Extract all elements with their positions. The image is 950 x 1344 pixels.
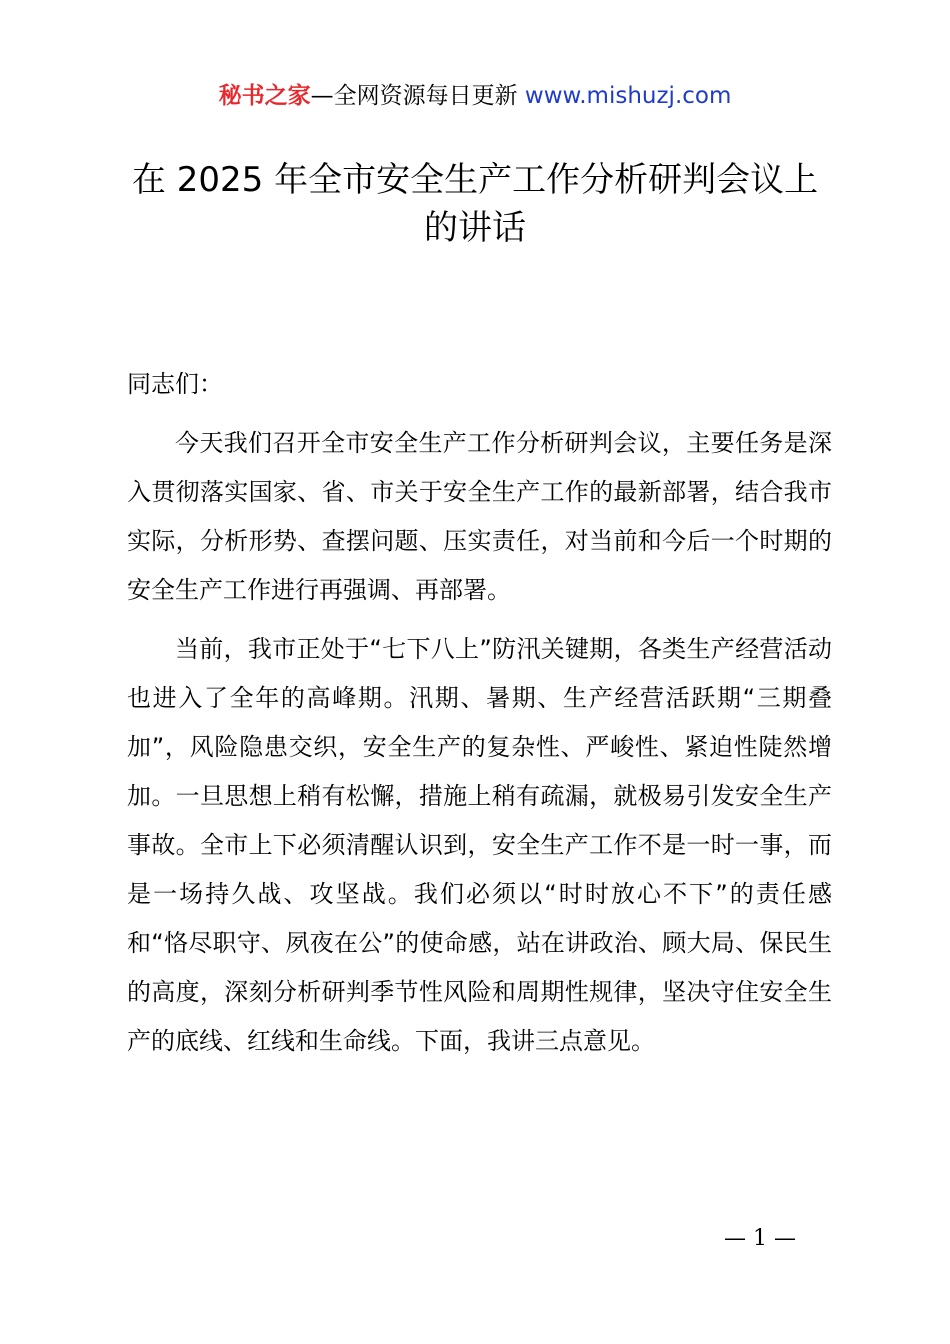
document-body xyxy=(127,360,832,1076)
brand-name: 秘书之家 xyxy=(218,83,311,109)
header-tagline: —全网资源每日更新 xyxy=(310,83,525,109)
paragraph-1: 今天我们召开全市安全生产工作分析研判会议，主要任务是深入贯彻落实国家、省、市关于安全生产工作的最新部署，结合我市实际，分析形势、查摆问题、压实责任，对当前和今后一个时期的安全生产工作进行再强调、再部署。 xyxy=(127,429,832,604)
salutation: 同志们： xyxy=(127,370,223,398)
paragraph-2: 当前，我市正处于“七下八上”防汛关键期，各类生产经营活动也进入了全年的高峰期。汛期、暑期、生产经营活跃期“三期叠加”，风险隐患交织，安全生产的复杂性、严峻性、紧迫性陡然增加。一旦思想上稍有松懈，措施上稍有疏漏，就极易引发安全生产事故。全市上下必须清醒认识到，安全生产工作不是一时一事，而是一场持久战、攻坚战。我们必须以“时时放心不下”的责任感和“恪尽职守、夙夜在公”的使命感，站在讲政治、顾大局、保民生的高度，深刻分析研判季节性风险和周期性规律，坚决守住安全生产的底线、红线和生命线。下面，我讲三点意见。 xyxy=(127,635,832,1055)
title-line-1: 在 2025 年全市安全生产工作分析研判会议上 xyxy=(131,160,819,200)
site-url-link[interactable]: www.mishuzj.com xyxy=(524,83,732,109)
page-number: — 1 — xyxy=(724,1226,796,1251)
title-line-2: 的讲话 xyxy=(424,208,526,248)
document-title xyxy=(120,156,830,252)
site-header xyxy=(0,80,950,112)
